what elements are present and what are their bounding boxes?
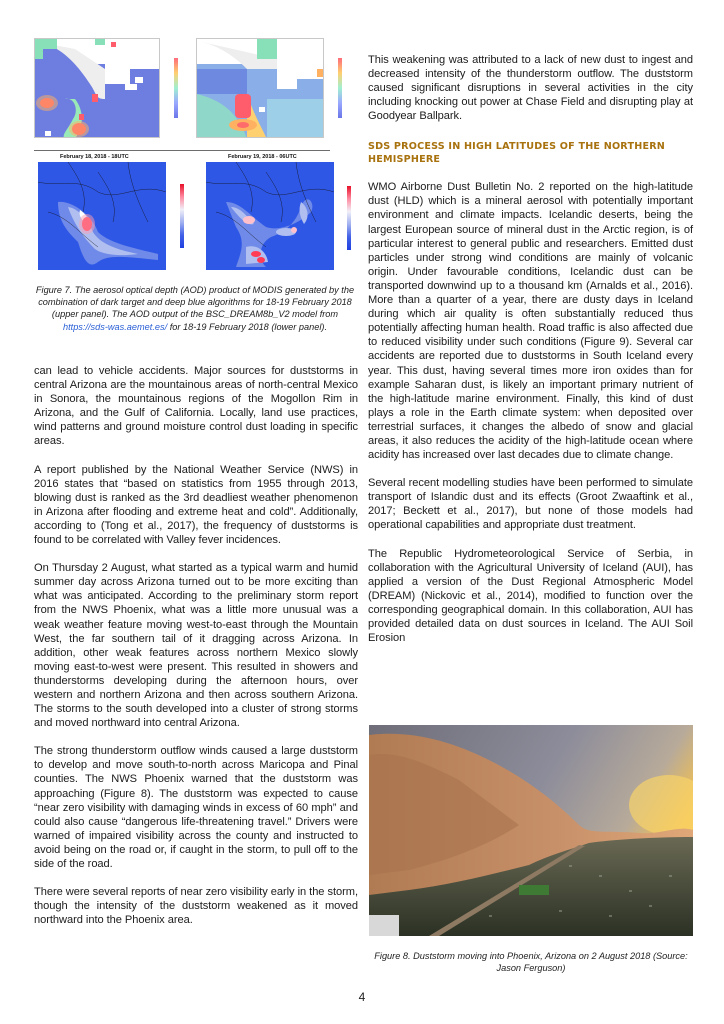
right-column-text xyxy=(368,53,693,659)
page-number: 4 xyxy=(358,990,366,1004)
paragraph: This weakening was attributed to a lack of new dust to ingest and decreased intensity of the thunderstorm outflow. The duststorm caused significant disruptions in several activities in the city including knocking out power at Chase Field and disrupting play at Goodyear Ballpark. xyxy=(368,54,693,123)
colorbar-bottom-left xyxy=(180,184,184,248)
modis-aod-map-feb19-graphic xyxy=(197,39,324,138)
paragraph: Several recent modelling studies have been performed to simulate transport of Islandic dust and its effects (Groot Zwaaftink et al., 2017; Beckett et al., 2017), but none of those models had operational capabilities and appropriate dust treatment. xyxy=(368,477,693,532)
duststorm-photo-graphic xyxy=(369,725,693,936)
figure-panel-divider xyxy=(34,150,330,151)
paragraph: There were several reports of near zero visibility early in the storm, though the intensity of the duststorm weakened as it moved northward into the Phoenix area. xyxy=(34,886,358,927)
figure-8-duststorm-photo xyxy=(369,725,693,936)
map-title-feb19: February 19, 2018 - 06UTC xyxy=(228,154,297,160)
figure-7-maps xyxy=(34,38,360,278)
figure-7-caption-text-end: for 18-19 February 2018 (lower panel). xyxy=(167,321,327,332)
modis-aod-map-feb18 xyxy=(34,38,160,138)
colorbar-top-left xyxy=(174,58,178,118)
paragraph: WMO Airborne Dust Bulletin No. 2 reported on the high-latitude dust (HLD) which is a mineral aerosol with potentially important environment and climate impacts. Icelandic deserts, being the largest European source of mineral dust in the Arctic region, is of particular interest to general public and researchers. Emitted dust particles under strong wind conditions are mainly of volcanic origin. Under favourable conditions, Icelandic dust can be transported downwind up to a thousand km (Arnalds et al., 2016). More than a quarter of a year, there are dusty days in Iceland during which air quality is often substantially reduced thus potentially affecting human health. Road traffic is also affected due to reduced visibility under such conditions (Figure 9). Several car accidents are reported due to duststorms in South Iceland every year. This dust, having several times more iron oxides than for example Saharan dust, is likely an important primary nutrient of the high-latitude marine environment. Finally, this kind of dust plays a role in the Earth climate system: when deposited over terrestrial surfaces, it changes the albedo of snow and glacial areas, it also reduces the acidity of the high-latitude ocean where acidity has increased over last decades due to climate change. xyxy=(368,181,693,462)
colorbar-bottom-right xyxy=(347,186,351,250)
colorbar-top-right xyxy=(338,58,342,118)
paragraph: can lead to vehicle accidents. Major sources for duststorms in central Arizona are the mountainous areas of north-central Mexico in Sonora, the mountainous regions of the Mogollon Rim in Arizona, and the Gulf of California. Locally, land use practices, wind patterns and ground moisture control dust loading in specific areas. xyxy=(34,365,358,448)
section-heading: SDS PROCESS IN HIGH LATITUDES OF THE NORTHERN HEMISPHERE xyxy=(368,141,666,165)
dream-aod-map-feb19 xyxy=(206,162,334,270)
figure-7-caption-text: Figure 7. The aerosol optical depth (AOD) product of MODIS generated by the combination of dark target and deep blue algorithms for 18-19 February 2018 (upper panel). The AOD output of the BSC_DREAM8b_V2 model from xyxy=(35,285,355,320)
dream-aod-map-feb18-graphic xyxy=(38,162,166,270)
paragraph: On Thursday 2 August, what started as a typical warm and humid summer day across Arizona turned out to be more exciting than what was anticipated. According to the preliminary storm report from the NWS Phoenix, what was a little more unusual was a weak weather feature moving west-to-east through the Mountain West, the far southern tail of it dragging across Arizona. In addition, other weak features across northern Mexico slowly moving east-to-west were present. This resulted in showers and thunderstorms developing during the afternoon hours, over western and northern Arizona and then across southern Arizona. The storms to the south developed into a cluster of strong storms and moved northward into central Arizona. xyxy=(34,562,358,730)
paragraph: The Republic Hydrometeorological Service of Serbia, in collaboration with the Agricultural University of Iceland (AUI), has applied a version of the Dust Regional Atmospheric Model (DREAM) (Nickovic et al., 2014), modified to function over the corresponding geographical domain. In this collaboration, AUI has provided detailed data on dust sources in Iceland. The AUI Soil Erosion xyxy=(368,547,693,645)
figure-7-caption xyxy=(30,284,360,333)
modis-aod-map-feb18-graphic xyxy=(35,39,160,138)
left-column-text xyxy=(34,364,358,941)
figure-8-caption: Figure 8. Duststorm moving into Phoenix, Arizona on 2 August 2018 (Source: Jason Ferguson) xyxy=(374,951,688,974)
paragraph: The strong thunderstorm outflow winds caused a large duststorm to develop and move south-to-north across Maricopa and Pinal counties. The NWS Phoenix warned that the duststorm was approaching (Figure 8). The duststorm was expected to cause “near zero visibility with damaging winds in excess of 60 mph” and could also cause “dangerous life-threatening travel.” Drivers were warned of impaired visibility across the county and instructed to avoid being on the road or, if caught in the storm, to pull off to the side of the road. xyxy=(34,745,358,870)
dream-aod-map-feb18 xyxy=(38,162,166,270)
dream-aod-map-feb19-graphic xyxy=(206,162,334,270)
sds-was-link[interactable]: https://sds-was.aemet.es/ xyxy=(62,321,168,332)
map-title-feb18: February 18, 2018 - 18UTC xyxy=(60,154,129,160)
modis-aod-map-feb19 xyxy=(196,38,324,138)
paragraph: A report published by the National Weather Service (NWS) in 2016 states that “based on statistics from 1955 through 2013, blowing dust is ranked as the 3rd deadliest weather phenomenon in Arizona after flooding and extreme heat and cold”. Additionally, according to (Tong et al., 2017), the frequency of duststorms is found to be correlated with Valley fever incidences. xyxy=(34,463,358,547)
